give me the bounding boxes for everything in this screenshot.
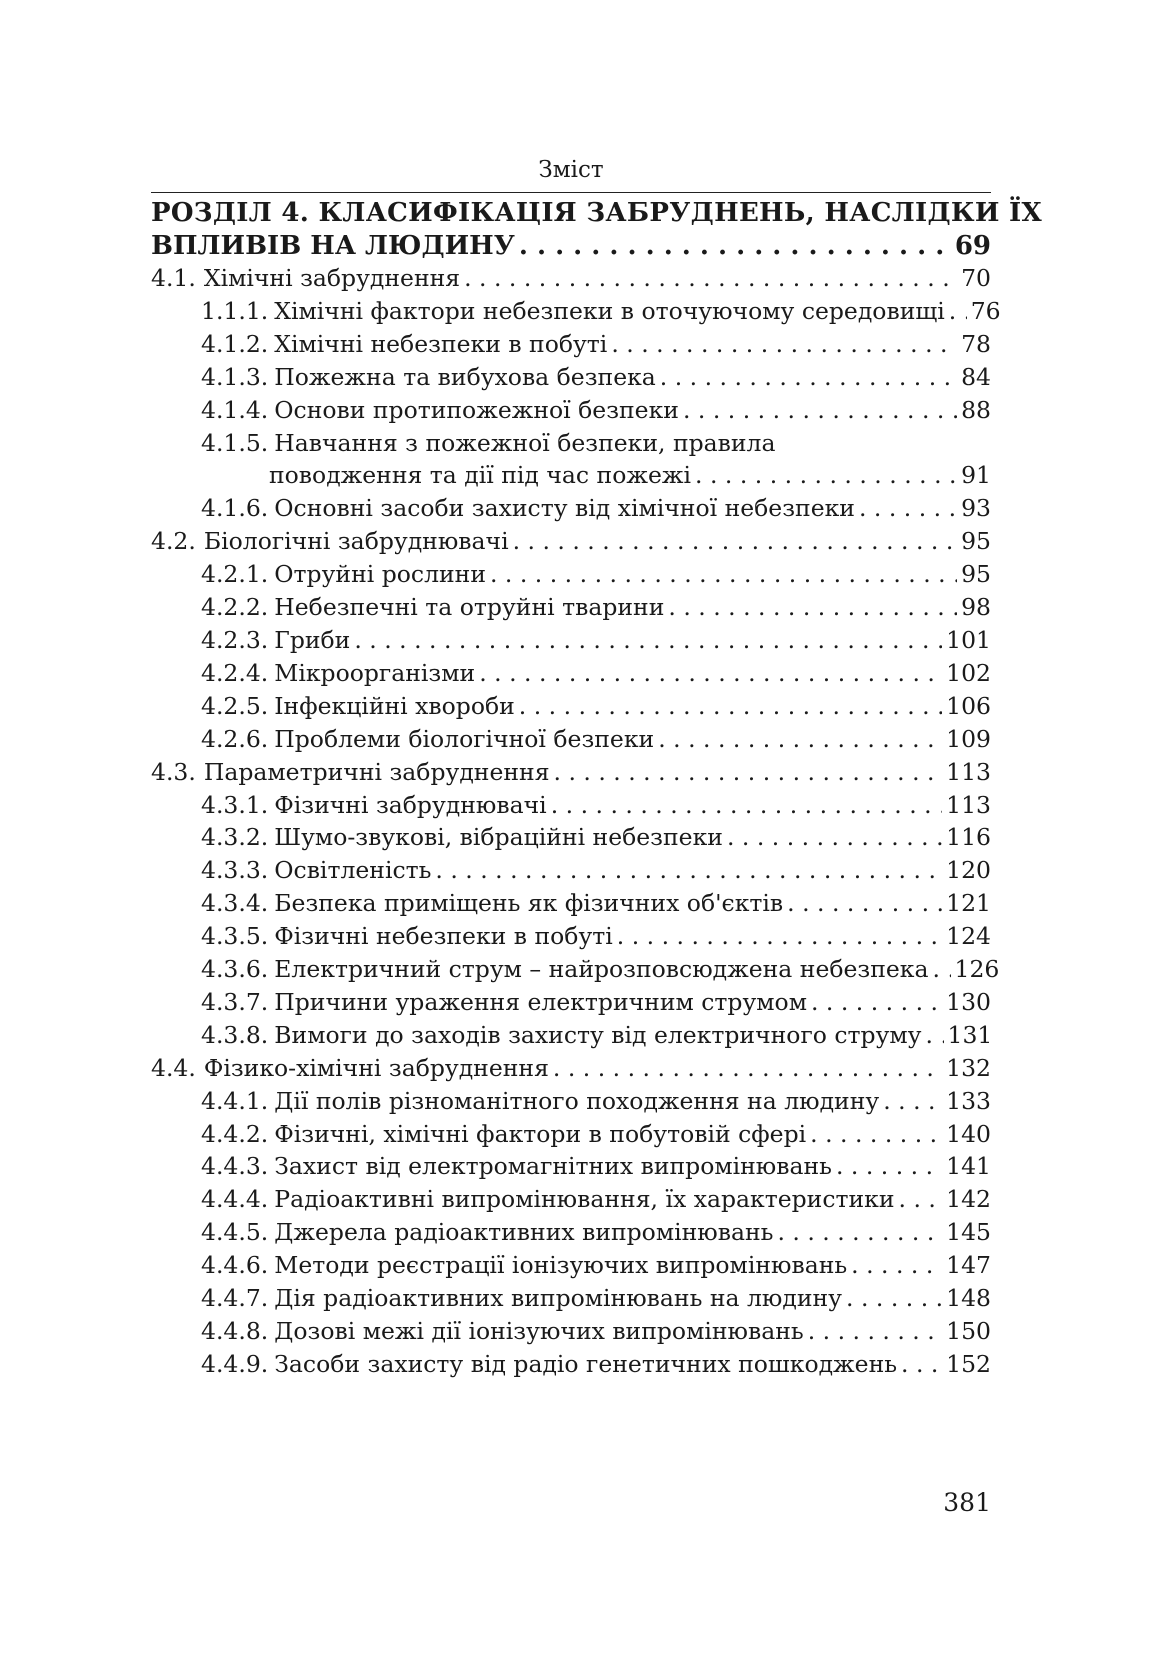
page-number: 381 [943,1488,991,1517]
toc-entry-number: 4.4.2. [201,1119,269,1148]
chapter-title-line1: РОЗДІЛ 4. КЛАСИФІКАЦІЯ ЗАБРУДНЕНЬ, НАСЛІДКИ ЇХ [151,198,1042,228]
toc-entry-page: 142 [946,1185,991,1214]
toc-entry-title: Радіоактивні випромінювання, їх характеристики [274,1185,895,1214]
toc-entry-title: Основні засоби захисту від хімічної небезпеки [274,494,855,523]
dot-leader [808,1315,942,1348]
toc-entry-page: 102 [946,658,991,687]
dot-leader [354,624,942,657]
toc-entry-page: 113 [946,757,991,786]
toc-entry-title: Безпека приміщень як фізичних об'єктів [274,889,784,918]
toc-entry-page: 131 [947,1020,993,1049]
dot-leader [617,920,942,953]
toc-entry-page: 70 [961,264,991,292]
dot-leader [554,756,943,789]
toc-entry-page: 152 [946,1349,991,1378]
toc-entry[interactable] [151,953,1000,986]
toc-entry-title: Основи протипожежної безпеки [274,395,679,424]
dot-leader [810,1118,942,1151]
toc-entry-title: Біологічні забруднювачі [203,527,509,556]
dot-leader [519,690,942,723]
dot-leader [901,1348,942,1381]
toc-entry-title: Отруйні рослини [274,560,486,589]
dot-leader [846,1282,942,1315]
toc-entry-page: 133 [946,1086,991,1115]
toc-entry-title: Хімічні фактори небезпеки в оточуючому середовищі [274,296,945,325]
dot-leader [859,492,957,525]
toc-entry-page: 147 [946,1251,991,1280]
dot-leader [519,230,951,262]
toc-entry-title: Засоби захисту від радіо генетичних пошкоджень [274,1349,898,1378]
toc-entry[interactable] [151,1249,991,1282]
toc-entry-page: 132 [946,1053,991,1082]
toc-entry-title: Хімічні забруднення [203,264,461,292]
toc-entry-page: 130 [946,987,991,1016]
toc-entry[interactable] [151,1348,991,1381]
dot-leader [668,591,957,624]
toc-entry-number: 4.1.2. [201,329,269,358]
toc-entry-title: Мікроорганізми [274,658,476,687]
toc-entry-page: 88 [961,395,991,424]
toc-entry-page: 93 [961,494,991,523]
toc-entry[interactable] [151,723,991,756]
toc-entry[interactable] [151,1183,991,1216]
toc-entry-number: 4.1.4. [201,395,269,424]
toc-entry[interactable] [151,492,991,525]
toc-entry[interactable] [151,657,991,690]
toc-entry-title: Захист від електромагнітних випромінювань [274,1152,832,1181]
toc-entry-page: 95 [961,560,991,589]
toc-entry-number: 4.2.3. [201,625,269,654]
toc-entry-number: 4.3.7. [201,987,269,1016]
toc-entry-number: 4.3. [151,757,196,786]
toc-entry-title: Проблеми біологічної безпеки [274,724,655,753]
toc-entry-number: 4.2. [151,527,196,556]
toc-entry-number: 4.4. [151,1053,196,1082]
toc-entry-number: 4.1.5. [201,428,269,457]
dot-leader [727,821,942,854]
toc-entry[interactable] [151,789,991,822]
toc-entry-number: 4.2.2. [201,593,269,622]
toc-entry-number: 4.4.7. [201,1284,269,1313]
toc-entry-title: Вимоги до заходів захисту від електричного струму [274,1020,922,1049]
dot-leader [926,1019,944,1052]
dot-leader [811,986,942,1019]
toc-entry-number: 4.4.5. [201,1218,269,1247]
toc-entry-title: Методи реєстрації іонізуючих випромінювань [274,1251,848,1280]
toc-entry[interactable] [151,361,991,394]
toc-entry-number: 4.4.9. [201,1349,269,1378]
running-header: Зміст [538,157,604,183]
toc-entry-page: 78 [961,329,991,358]
toc-entry[interactable] [151,295,1001,328]
dot-leader [949,295,967,328]
toc-entry[interactable] [151,1216,991,1249]
toc-entry-number: 4.4.8. [201,1317,269,1345]
toc-entry-page: 140 [946,1119,991,1148]
dot-leader [695,459,957,492]
toc-entry-title: Інфекційні хвороби [274,691,515,720]
dot-leader [611,328,957,361]
toc-entry-title: Причини ураження електричним струмом [274,987,807,1016]
toc-entry-page: 145 [946,1218,991,1247]
toc-entry[interactable] [151,558,991,591]
toc-entry-number: 4.3.3. [201,856,269,885]
toc-entry-title: Параметричні забруднення [203,757,550,786]
toc-entry[interactable] [151,1085,991,1118]
toc-entry-title: Дія радіоактивних випромінювань на людину [274,1284,842,1313]
dot-leader [883,1085,942,1118]
toc-entry-page: 84 [961,362,991,391]
toc-entry-number: 4.3.2. [201,823,269,852]
toc-entry-title: Небезпечні та отруйні тварини [274,593,665,622]
toc-entry-title: Освітленість [274,856,432,885]
toc-entry-title: Фізичні забруднювачі [274,790,547,819]
toc-entry-title: Шумо-звукові, вібраційні небезпеки [274,823,723,852]
toc-entry-page: 120 [946,856,991,885]
dot-leader [551,789,942,822]
toc-entry-number: 4.3.1. [201,790,269,819]
toc-entry[interactable] [151,1282,991,1315]
toc-entry-page: 91 [961,461,991,490]
dot-leader [658,723,942,756]
toc-entry-number: 4.3.8. [201,1020,269,1049]
dot-leader [553,1052,942,1085]
toc-entry-title: Гриби [274,625,351,654]
toc-entry-page: 148 [946,1284,991,1313]
toc-entry-page: 101 [946,625,991,654]
toc-entry-page: 121 [946,889,991,918]
dot-leader [851,1249,942,1282]
toc-section-entry[interactable] [151,525,991,558]
dot-leader [513,525,957,558]
toc-entry-title: Фізичні небезпеки в побуті [274,922,613,951]
toc-entry-title: Фізико-хімічні забруднення [203,1053,549,1082]
toc-section-entry[interactable] [151,756,991,789]
toc-entry[interactable] [151,1118,991,1151]
toc-entry-page: 98 [961,593,991,622]
toc-entry[interactable] [151,1315,991,1348]
toc-entry-number: 4.3.6. [201,955,269,984]
toc-entry-number: 4.3.5. [201,922,269,951]
chapter-title-line2: ВПЛИВІВ НА ЛЮДИНУ [151,231,515,261]
toc-entry-title: Електричний струм – найрозповсюджена небезпека [274,955,929,984]
toc-entry-title: Навчання з пожежної безпеки, правила [274,428,776,457]
toc-entry-number: 1.1.1. [201,296,269,325]
toc-entry[interactable] [151,1150,991,1183]
toc-entry-number: 4.4.4. [201,1185,269,1214]
chapter-entry[interactable] [151,230,991,262]
toc-section-entry[interactable] [151,262,991,295]
toc-entry-page: 126 [954,955,1000,984]
dot-leader [683,394,957,427]
toc-entry-page: 150 [946,1317,991,1345]
toc-entry[interactable] [151,328,991,361]
toc-entry-title: Джерела радіоактивних випромінювань [274,1218,774,1247]
toc-entry[interactable] [151,1019,991,1052]
toc-entry-title: Хімічні небезпеки в побуті [274,329,608,358]
toc-entry-number: 4.1.3. [201,362,269,391]
toc-entry-title: Дозові межі дії іонізуючих випромінювань [274,1317,804,1345]
toc-entry[interactable] [151,821,991,854]
dot-leader [435,854,942,887]
table-of-contents [151,196,1042,1381]
toc-entry[interactable] [151,690,991,723]
toc-entry[interactable] [151,854,991,887]
toc-entry[interactable] [151,394,991,427]
dot-leader [660,361,957,394]
toc-entry-page: 124 [946,922,991,951]
toc-entry-number: 4.1. [151,264,196,292]
toc-entry-title: Фізичні, хімічні фактори в побутовій сфері [274,1119,807,1148]
toc-entry-page: 116 [946,823,991,852]
toc-entry-number: 4.2.1. [201,560,269,589]
toc-entry-number: 4.4.6. [201,1251,269,1280]
toc-entry-number: 4.2.4. [201,658,269,687]
dot-leader [490,558,957,591]
toc-entry-number: 4.3.4. [201,889,269,918]
toc-entry-number: 4.4.1. [201,1086,269,1115]
toc-entry-number: 4.4.3. [201,1152,269,1181]
toc-entry-page: 76 [970,296,1001,325]
toc-entry-page: 106 [946,691,991,720]
toc-entry-title-continued: поводження та дії під час пожежі [269,461,692,490]
toc-entry[interactable] [151,624,991,657]
toc-entry-title: Пожежна та вибухова безпека [274,362,656,391]
dot-leader [933,953,951,986]
dot-leader [479,657,942,690]
dot-leader [787,887,942,920]
toc-entry-page: 113 [946,790,991,819]
toc-entry-page: 109 [946,724,991,753]
chapter-page-number: 69 [954,231,991,261]
toc-entry-number: 4.2.6. [201,724,269,753]
toc-entry-number: 4.1.6. [201,494,269,523]
toc-entry-number: 4.2.5. [201,691,269,720]
toc-entry[interactable] [151,887,991,920]
toc-entry[interactable] [151,986,991,1019]
toc-entry-page: 141 [946,1152,991,1181]
toc-entry[interactable] [151,920,991,953]
toc-section-entry[interactable] [151,1052,991,1085]
toc-entry[interactable] [151,427,991,460]
dot-leader [464,262,957,295]
header-rule [151,192,991,193]
toc-entry-continuation[interactable] [151,459,991,492]
toc-entry[interactable] [151,591,991,624]
toc-entry-title: Дії полів різноманітного походження на людину [274,1086,880,1115]
dot-leader [777,1216,942,1249]
toc-entry-page: 95 [961,527,991,556]
dot-leader [836,1150,942,1183]
dot-leader [899,1183,943,1216]
